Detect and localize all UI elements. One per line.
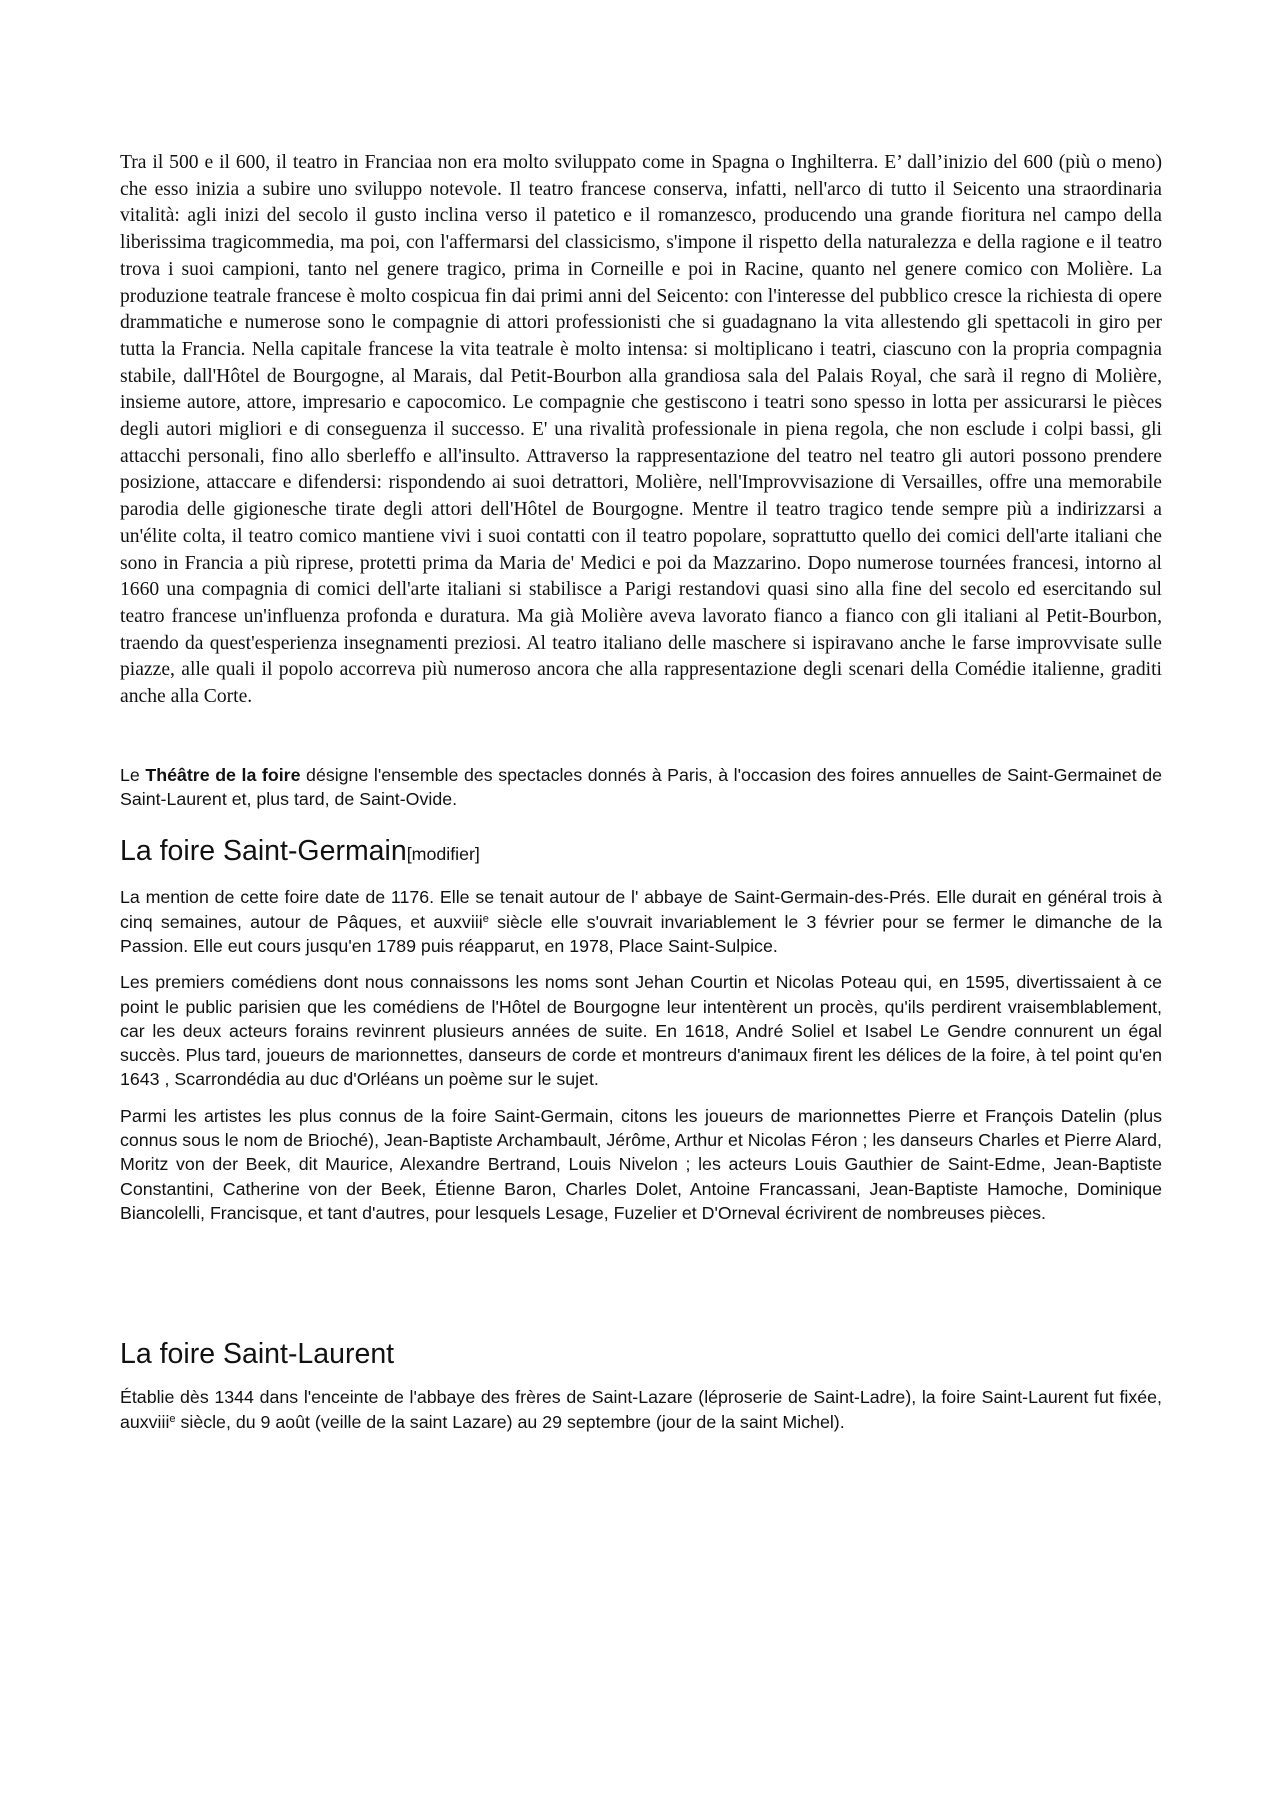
heading-saint-laurent: La foire Saint-Laurent xyxy=(120,1338,395,1371)
heading-saint-germain xyxy=(120,834,1162,871)
heading-saint-germain-text: La foire Saint-Germain xyxy=(120,835,407,868)
germain-paragraph-3: Parmi les artistes les plus connus de la foire Saint-Germain, citons les joueurs de marionnettes Pierre et François Datelin (plus connus sous le nom de Brioché), Jean-Baptiste Archambault, Jérôme, Arthur et Nicolas Féron ; les danseurs Charles et Pierre Alard, Moritz von der Beek, dit Maurice, Alexandre Bertrand, Louis Nivelon ; les acteurs Louis Gauthier de Saint-Edme, Jean-Baptiste Constantini, Catherine von der Beek, Étienne Baron, Charles Dolet, Antoine Francassani, Jean-Baptiste Hamoche, Dominique Biancolelli, Francisque, et tant d'autres, pour lesquels Lesage, Fuzelier et D'Orneval écrivirent de nombreuses pièces. xyxy=(120,1105,1162,1223)
intro-suffix: désigne l'ensemble des spectacles donnés à Paris, à l'occasion des foires annuelles de Saint-Germainet de Saint-Laurent et, plus tard, de Saint-Ovide. xyxy=(120,764,1162,810)
laurent-paragraph-1 xyxy=(120,1385,1162,1434)
italian-paragraph: Tra il 500 e il 600, il teatro in Franciaa non era molto sviluppato come in Spagna o Inghilterra. E’ dall’inizio del 600 (più o meno) che esso inizia a subire uno sviluppo notevole. Il teatro francese conserva, infatti, nell'arco di tutto il Seicento una straordinaria vitalità: agli inizi del secolo il gusto inclina verso il patetico e il romanzesco, producendo una grande fioritura nel campo della liberissima tragicommedia, ma poi, con l'affermarsi del classicismo, s'impone il rispetto della naturalezza e della ragione e il teatro trova i suoi campioni, tanto nel genere tragico, prima in Corneille e poi in Racine, quanto nel genere comico con Molière. La produzione teatrale francese è molto cospicua fin dai primi anni del Seicento: con l'interesse del pubblico cresce la richiesta di opere drammatiche e numerose sono le compagnie di attori professionisti che si guadagnano la vita allestendo gli spettacoli in giro per tutta la Francia. Nella capitale francese la vita teatrale è molto intensa: si moltiplicano i teatri, ciascuno con la propria compagnia stabile, dall'Hôtel de Bourgogne, al Marais, dal Petit-Bourbon alla grandiosa sala del Palais Royal, che sarà il regno di Molière, insieme autore, attore, impresario e capocomico. Le compagnie che gestiscono i teatri sono spesso in lotta per assicurarsi le pièces degli autori migliori e di conseguenza il successo. E' una rivalità professionale in piena regola, che non esclude i colpi bassi, gli attacchi personali, fino allo sberleffo e all'insulto. Attraverso la rappresentazione del teatro nel teatro gli autori possono prendere posizione, attaccare e difendersi: rispondendo ai suoi detrattori, Molière, nell'Improvvisazione di Versailles, offre una memorabile parodia delle gigionesche tirate degli attori dell'Hôtel de Bourgogne. Mentre il teatro tragico tende sempre più a indirizzarsi a un'élite colta, il teatro comico mantiene vivi i suoi contatti con il teatro popolare, soprattutto quello dei comici dell'arte italiani che sono in Francia a più riprese, protetti prima da Maria de' Medici e poi da Mazzarino. Dopo numerose tournées francesi, intorno al 1660 una compagnia di comici dell'arte italiani si stabilisce a Parigi restandovi quasi sino alla fine del secolo ed esercitando sul teatro francese un'influenza profonda e duratura. Ma già Molière aveva lavorato fianco a fianco con gli italiani al Petit-Bourbon, traendo da quest'esperienza insegnamenti preziosi. Al teatro italiano delle maschere si ispiravano anche le farse improvvisate sulle piazze, alle quali il popolo accorreva più numeroso ancora che alla rappresentazione degli scenari della Comédie italienne, graditi anche alla Corte. xyxy=(120,152,1162,708)
germain-paragraph-1 xyxy=(120,885,1162,958)
germain-p1-part2: siècle elle s'ouvrait invariablement le 3 février pour se fermer le dimanche de la Passion. Elle eut cours jusqu'en 1789 puis réapparut, en 1978, Place Saint-Sulpice. xyxy=(120,911,1163,956)
laurent-p1-superscript: e xyxy=(169,1412,176,1425)
document-page xyxy=(120,150,1162,1434)
intro-prefix: Le xyxy=(120,764,146,785)
laurent-p1-part1: Établie dès 1344 dans l'enceinte de l'abbaye des frères de Saint-Lazare (léproserie de Saint-Ladre), la foire Saint-Laurent fut fixée, auxviii xyxy=(120,1387,1162,1432)
intro-paragraph xyxy=(120,763,1162,812)
modifier-link[interactable]: [modifier] xyxy=(406,844,480,865)
intro-bold-term: Théâtre de la foire xyxy=(145,764,301,785)
germain-p1-superscript: e xyxy=(482,912,489,925)
germain-paragraph-2: Les premiers comédiens dont nous connaissons les noms sont Jehan Courtin et Nicolas Poteau qui, en 1595, divertissaient à ce point le public parisien que les comédiens de l'Hôtel de Bourgogne leur intentèrent un procès, qu'ils perdirent vraisemblablement, car les deux acteurs forains revinrent plusieurs années de suite. En 1618, André Soliel et Isabel Le Gendre connurent un égal succès. Plus tard, joueurs de marionnettes, danseurs de corde et montreurs d'animaux firent les délices de la foire, à tel point qu'en 1643 , Scarrondédia au duc d'Orléans un poème sur le sujet. xyxy=(120,972,1162,1090)
laurent-p1-part2: siècle, du 9 août (veille de la saint Lazare) au 29 septembre (jour de la saint Michel). xyxy=(175,1411,845,1432)
germain-p1-part1: La mention de cette foire date de 1176. Elle se tenait autour de l' abbaye de Saint-Germain-des-Prés. Elle durait en général trois à cinq semaines, autour de Pâques, et auxviii xyxy=(120,887,1162,932)
